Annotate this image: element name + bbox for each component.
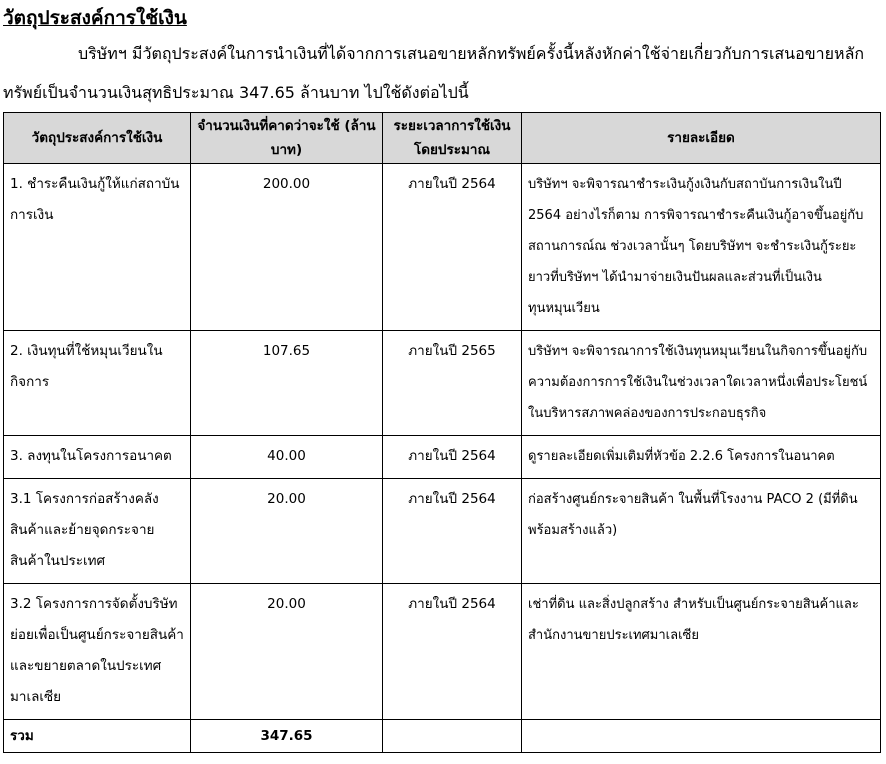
cell-detail: เช่าที่ดิน และสิ่งปลูกสร้าง สำหรับเป็นศูนย์กระจายสินค้าและสำนักงานขายประเทศมาเลเซีย — [522, 584, 881, 720]
total-empty-detail — [522, 720, 881, 753]
total-amount: 347.65 — [191, 720, 383, 753]
cell-period: ภายในปี 2564 — [383, 479, 522, 584]
cell-purpose: 2. เงินทุนที่ใช้หมุนเวียนในกิจการ — [4, 331, 191, 436]
table-row — [4, 436, 881, 479]
table-header-row — [4, 113, 881, 164]
cell-period: ภายในปี 2564 — [383, 164, 522, 331]
cell-period: ภายในปี 2565 — [383, 331, 522, 436]
cell-amount: 20.00 — [191, 584, 383, 720]
cell-amount: 20.00 — [191, 479, 383, 584]
table-row — [4, 331, 881, 436]
header-purpose: วัตถุประสงค์การใช้เงิน — [4, 113, 191, 164]
table-row — [4, 164, 881, 331]
total-row — [4, 720, 881, 753]
cell-amount: 107.65 — [191, 331, 383, 436]
total-empty-period — [383, 720, 522, 753]
cell-purpose: 3.2 โครงการการจัดตั้งบริษัทย่อยเพื่อเป็นศูนย์กระจายสินค้าและขยายตลาดในประเทศมาเลเซีย — [4, 584, 191, 720]
cell-amount: 40.00 — [191, 436, 383, 479]
header-period: ระยะเวลาการใช้เงินโดยประมาณ — [383, 113, 522, 164]
cell-detail: บริษัทฯ จะพิจารณาชำระเงินกู้งเงินกับสถาบันการเงินในปี 2564 อย่างไรก็ตาม การพิจารณาชำระคืนเงินกู้อาจขึ้นอยู่กับสถานการณ์ณ ช่วงเวลานั้นๆ โดยบริษัทฯ จะชำระเงินกู้ระยะยาวที่บริษัทฯ ได้นำมาจ่ายเงินปันผลและส่วนที่เป็นเงินทุนหมุนเวียน — [522, 164, 881, 331]
table-row — [4, 584, 881, 720]
header-detail: รายละเอียด — [522, 113, 881, 164]
cell-period: ภายในปี 2564 — [383, 436, 522, 479]
cell-detail: บริษัทฯ จะพิจารณาการใช้เงินทุนหมุนเวียนในกิจการขึ้นอยู่กับความต้องการการใช้เงินในช่วงเวลาใดเวลาหนึ่งเพื่อประโยชน์ในบริหารสภาพคล่องของการประกอบธุรกิจ — [522, 331, 881, 436]
cell-detail: ก่อสร้างศูนย์กระจายสินค้า ในพื้นที่โรงงาน PACO 2 (มีที่ดินพร้อมสร้างแล้ว) — [522, 479, 881, 584]
cell-purpose: 1. ชำระคืนเงินกู้ให้แก่สถาบันการเงิน — [4, 164, 191, 331]
total-label: รวม — [4, 720, 191, 753]
cell-purpose: 3.1 โครงการก่อสร้างคลังสินค้าและย้ายจุดกระจายสินค้าในประเทศ — [4, 479, 191, 584]
table-row — [4, 479, 881, 584]
cell-detail: ดูรายละเอียดเพิ่มเติมที่หัวข้อ 2.2.6 โครงการในอนาคต — [522, 436, 881, 479]
cell-purpose: 3. ลงทุนในโครงการอนาคต — [4, 436, 191, 479]
intro-paragraph — [3, 34, 883, 112]
intro-text: บริษัทฯ มีวัตถุประสงค์ในการนำเงินที่ได้จากการเสนอขายหลักทรัพย์ครั้งนี้หลังหักค่าใช้จ่ายเกี่ยวกับการเสนอขายหลักทรัพย์เป็นจำนวนเงินสุทธิประมาณ 347.65 ล้านบาท ไปใช้ดังต่อไปนี้ — [3, 44, 865, 102]
cell-amount: 200.00 — [191, 164, 383, 331]
cell-period: ภายในปี 2564 — [383, 584, 522, 720]
section-heading: วัตถุประสงค์การใช้เงิน — [3, 7, 187, 29]
header-amount: จำนวนเงินที่คาดว่าจะใช้ (ล้านบาท) — [191, 113, 383, 164]
fund-use-table — [3, 112, 881, 753]
